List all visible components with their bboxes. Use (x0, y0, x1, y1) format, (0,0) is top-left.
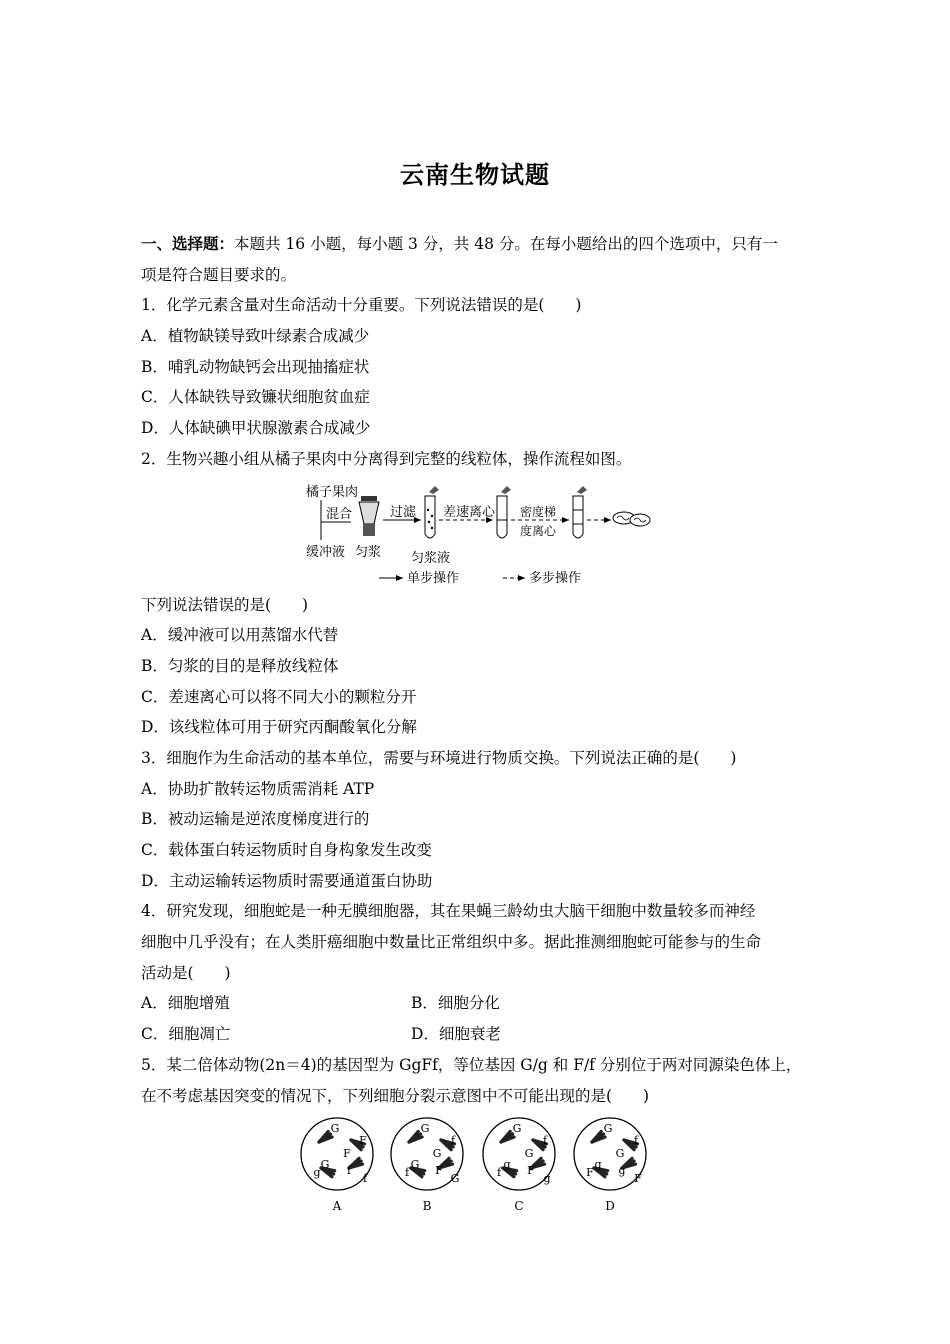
question-1-option-d: D．人体缺碘甲状腺激素合成减少 (141, 419, 371, 438)
question-3-option-a: A．协助扩散转运物质需消耗 ATP (141, 779, 375, 798)
gene-label: G (320, 1158, 330, 1172)
question-4-stem-line3: 活动是( ) (141, 963, 231, 982)
label-fruit: 橘子果肉 (306, 484, 359, 500)
gene-label: F (343, 1147, 351, 1161)
label-density-line2: 度离心 (520, 523, 557, 538)
test-tube-homogenate-icon (425, 486, 439, 538)
gene-label: F (586, 1166, 594, 1180)
legend-single-step: 单步操作 (407, 570, 460, 585)
gene-label: G (512, 1122, 522, 1136)
label-density-line1: 密度梯 (520, 504, 557, 519)
cell-caption: D (605, 1199, 615, 1214)
question-4-option-b: B．细胞分化 (411, 994, 500, 1013)
question-3-option-c: C．载体蛋白转运物质时自身构象发生改变 (141, 841, 432, 859)
gene-label: G (450, 1172, 460, 1186)
cell-diagram-d (574, 1118, 646, 1213)
mitochondria-isolation-flowchart (141, 480, 821, 585)
question-3-stem: 3．细胞作为生命活动的基本单位，需要与环境进行物质交换。下列说法正确的是( ) (141, 748, 737, 767)
question-5-stem-line2: 在不考虑基因突变的情况下，下列细胞分裂示意图中不可能出现的是( ) (141, 1086, 650, 1105)
gene-label: f (542, 1134, 548, 1148)
legend-multi-step: 多步操作 (529, 570, 582, 585)
gene-label: f (346, 1164, 352, 1178)
question-2-option-d: D．该线粒体可用于研究丙酮酸氧化分解 (141, 718, 417, 737)
label-homogenize: 匀浆 (355, 544, 382, 560)
gene-label: G (432, 1147, 442, 1161)
question-4-option-c: C．细胞凋亡 (141, 1025, 231, 1044)
label-buffer: 缓冲液 (306, 544, 346, 560)
gene-label: g (618, 1164, 626, 1178)
question-2-option-c: C．差速离心可以将不同大小的颗粒分开 (141, 687, 417, 706)
question-1-option-c: C．人体缺铁导致镰状细胞贫血症 (141, 388, 370, 407)
gene-label: F (435, 1164, 443, 1178)
gene-label: G (330, 1122, 340, 1136)
cell-diagram-b (391, 1118, 463, 1213)
test-tube-centrifuged-icon (497, 486, 511, 538)
question-3-option-b: B．被动运输是逆浓度梯度进行的 (141, 810, 370, 829)
cell-caption: C (514, 1199, 524, 1214)
question-4-stem-line1: 4．研究发现，细胞蛇是一种无膜细胞器，其在果蝇三龄幼虫大脑干细胞中数量较多而神经 (141, 902, 756, 921)
gene-label: G (615, 1147, 625, 1161)
cell-diagram-c (483, 1118, 555, 1213)
question-4-option-d: D．细胞衰老 (411, 1025, 501, 1044)
question-4-stem-line2: 细胞中几乎没有；在人类肝癌细胞中数量比正常组织中多。据此推测细胞蛇可能参与的生命 (141, 933, 762, 952)
question-5-stem-line1: 5．某二倍体动物(2n＝4)的基因型为 GgFf，等位基因 G/g 和 F/f 分别位于两对同源染色体上， (141, 1055, 802, 1074)
page-title: 云南生物试题 (400, 161, 550, 189)
question-1-option-b: B．哺乳动物缺钙会出现抽搐症状 (141, 357, 370, 376)
gene-label: f (362, 1172, 368, 1186)
mitochondria-icon (613, 512, 650, 526)
question-2-stem: 2．生物兴趣小组从橘子果肉中分离得到完整的线粒体，操作流程如图。 (141, 449, 632, 468)
gene-label: g (313, 1166, 321, 1180)
gene-label: g (503, 1158, 511, 1172)
exam-content (141, 234, 821, 1216)
section-intro (141, 234, 821, 254)
cell-caption: A (332, 1199, 342, 1214)
section-heading: 一、选择题： (141, 235, 235, 253)
cell-diagrams-svg (141, 1116, 821, 1216)
label-filter: 过滤 (390, 504, 417, 520)
gene-label: F (634, 1172, 642, 1186)
cell-division-diagrams (141, 1116, 821, 1216)
question-2-stem-after: 下列说法错误的是( ) (141, 595, 309, 614)
gene-label: f (404, 1166, 410, 1180)
question-3-option-d: D．主动运输转运物质时需要通道蛋白协助 (141, 871, 433, 890)
section-intro-text: 本题共 16 小题，每小题 3 分，共 48 分。在每小题给出的四个选项中，只有一 (234, 235, 778, 253)
gene-label: G (524, 1147, 534, 1161)
question-2-option-a: A．缓冲液可以用蒸馏水代替 (141, 626, 339, 645)
test-tube-gradient-icon (573, 486, 587, 538)
gene-label: G (603, 1122, 613, 1136)
gene-label: G (410, 1158, 420, 1172)
gene-label: F (527, 1164, 535, 1178)
gene-label: f (450, 1134, 456, 1148)
flowchart-svg (141, 480, 821, 585)
label-mix: 混合 (326, 506, 353, 522)
label-homogenate: 匀浆液 (411, 550, 451, 566)
question-1-stem: 1．化学元素含量对生命活动十分重要。下列说法错误的是( ) (141, 296, 582, 315)
gene-label: G (420, 1122, 430, 1136)
question-4-options-row1 (141, 993, 821, 1013)
cell-caption: B (422, 1199, 432, 1214)
gene-label: g (594, 1158, 602, 1172)
question-4-options-row2 (141, 1024, 821, 1044)
question-1-option-a: A．植物缺镁导致叶绿素合成减少 (141, 327, 370, 346)
cell-diagram-a (301, 1118, 373, 1213)
gene-label: f (496, 1166, 502, 1180)
gene-label: f (633, 1134, 639, 1148)
flowchart-legend (379, 570, 581, 585)
section-intro-continued: 项是符合题目要求的。 (141, 265, 297, 284)
gene-label: g (543, 1172, 551, 1186)
gene-label: F (359, 1134, 367, 1148)
question-2-option-b: B．匀浆的目的是释放线粒体 (141, 656, 339, 675)
question-4-option-a: A．细胞增殖 (141, 994, 230, 1013)
label-differential-centrifugation: 差速离心 (443, 504, 496, 520)
blender-icon (359, 496, 379, 536)
